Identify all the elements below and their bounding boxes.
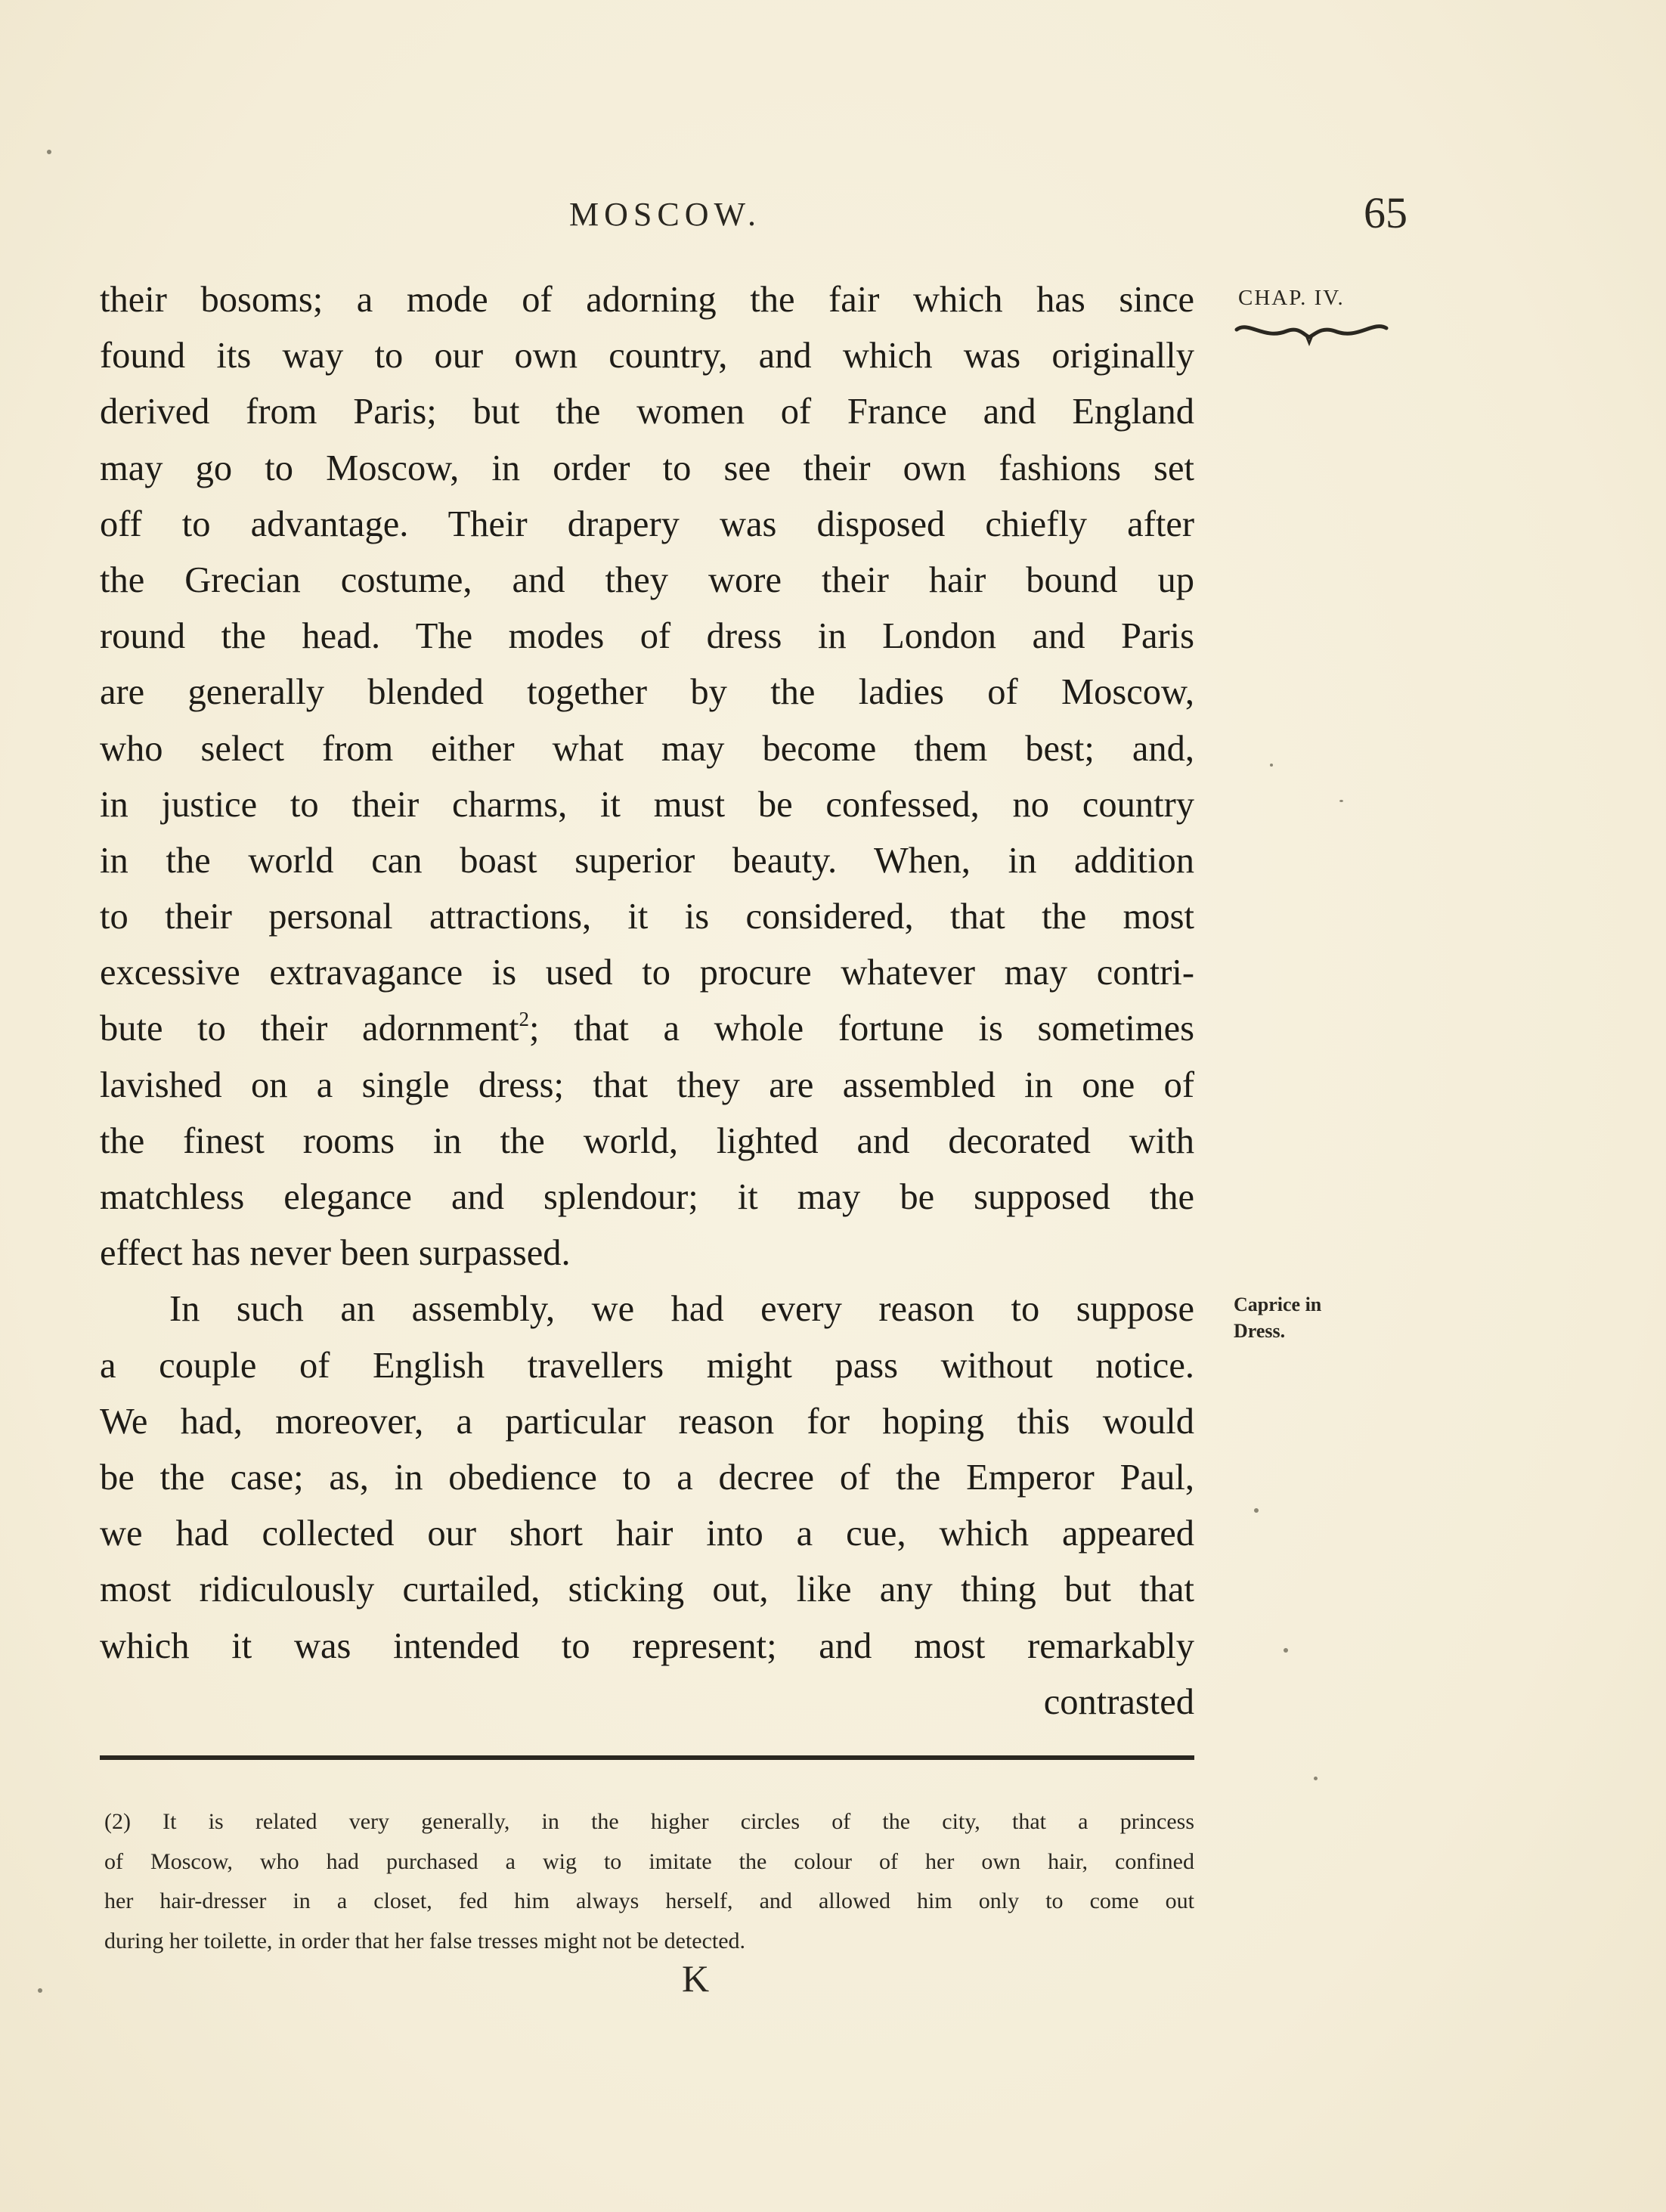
text-line: in justice to their charms, it must be confessed, no country — [100, 784, 1194, 825]
paragraph-start-line: In such an assembly, we had every reason to suppose — [169, 1289, 1194, 1330]
text-line: a couple of English travellers might pass without notice. — [100, 1345, 1194, 1386]
footnote-line: (2) It is related very generally, in the higher circles of the city, that a princess — [104, 1809, 1194, 1834]
text-segment: bute to their adornment — [100, 1008, 519, 1049]
footnote-line: her hair-dresser in a closet, fed him always herself, and allowed him only to come out — [104, 1888, 1194, 1913]
paper-speck — [1284, 1648, 1288, 1653]
body-text — [100, 272, 1194, 1730]
footnote-reference: 2 — [519, 1008, 529, 1031]
text-line: derived from Paris; but the women of France and England — [100, 392, 1194, 432]
footnote-line: of Moscow, who had purchased a wig to imitate the colour of her own hair, confined — [104, 1848, 1194, 1874]
paper-speck — [1314, 1777, 1318, 1780]
text-line: excessive extravagance is used to procure whatever may contri- — [100, 953, 1194, 993]
text-line: which it was intended to represent; and most remarkably — [100, 1625, 1194, 1666]
text-line: we had collected our short hair into a cue, which appeared — [100, 1513, 1194, 1554]
catchword: contrasted — [1043, 1681, 1194, 1722]
paper-speck — [1254, 1508, 1259, 1513]
text-line: to their personal attractions, it is considered, that the most — [100, 897, 1194, 937]
text-line: their bosoms; a mode of adorning the fair which has since — [100, 280, 1194, 320]
running-title: MOSCOW. — [569, 196, 761, 233]
text-line: the Grecian costume, and they wore their hair bound up — [100, 559, 1194, 600]
text-segment: ; that a whole fortune is sometimes — [528, 1008, 1194, 1049]
text-line: may go to Moscow, in order to see their own fashions set — [100, 448, 1194, 488]
text-line: lavished on a single dress; that they are assembled in one of — [100, 1064, 1194, 1105]
side-note-line-1: Caprice in — [1234, 1293, 1322, 1315]
text-line-with-footnote — [100, 1001, 1194, 1057]
side-note-line-2: Dress. — [1234, 1320, 1286, 1342]
paper-speck — [1339, 800, 1343, 802]
text-line: in the world can boast superior beauty. When, in addition — [100, 840, 1194, 881]
chapter-ornament-icon — [1234, 318, 1389, 348]
text-line: matchless elegance and splendour; it may be supposed the — [100, 1177, 1194, 1217]
text-line: found its way to our own country, and which was originally — [100, 336, 1194, 376]
footnote-rule — [100, 1755, 1194, 1760]
footnote-line: during her toilette, in order that her false tresses might not be detected. — [104, 1928, 746, 1953]
text-line: are generally blended together by the ladies of Moscow, — [100, 672, 1194, 713]
text-line: most ridiculously curtailed, sticking out, like any thing but that — [100, 1569, 1194, 1610]
paper-speck — [1270, 764, 1273, 767]
text-line: the finest rooms in the world, lighted and decorated with — [100, 1120, 1194, 1161]
paper-speck — [47, 150, 51, 154]
page-number: 65 — [1364, 188, 1407, 237]
text-line: round the head. The modes of dress in London and Paris — [100, 616, 1194, 657]
text-line: who select from either what may become them best; and, — [100, 728, 1194, 769]
signature-mark: K — [681, 1957, 710, 2000]
text-line: off to advantage. Their drapery was disposed chiefly after — [100, 503, 1194, 544]
text-line: be the case; as, in obedience to a decree of the Emperor Paul, — [100, 1457, 1194, 1498]
text-line: We had, moreover, a particular reason for hoping this would — [100, 1401, 1194, 1442]
catchword-line — [100, 1674, 1194, 1730]
side-note — [1234, 1291, 1370, 1344]
footnote — [104, 1802, 1194, 1961]
paper-speck — [38, 1988, 42, 1993]
text-line: effect has never been surpassed. — [100, 1233, 571, 1274]
chapter-label: CHAP. IV. — [1238, 286, 1345, 310]
